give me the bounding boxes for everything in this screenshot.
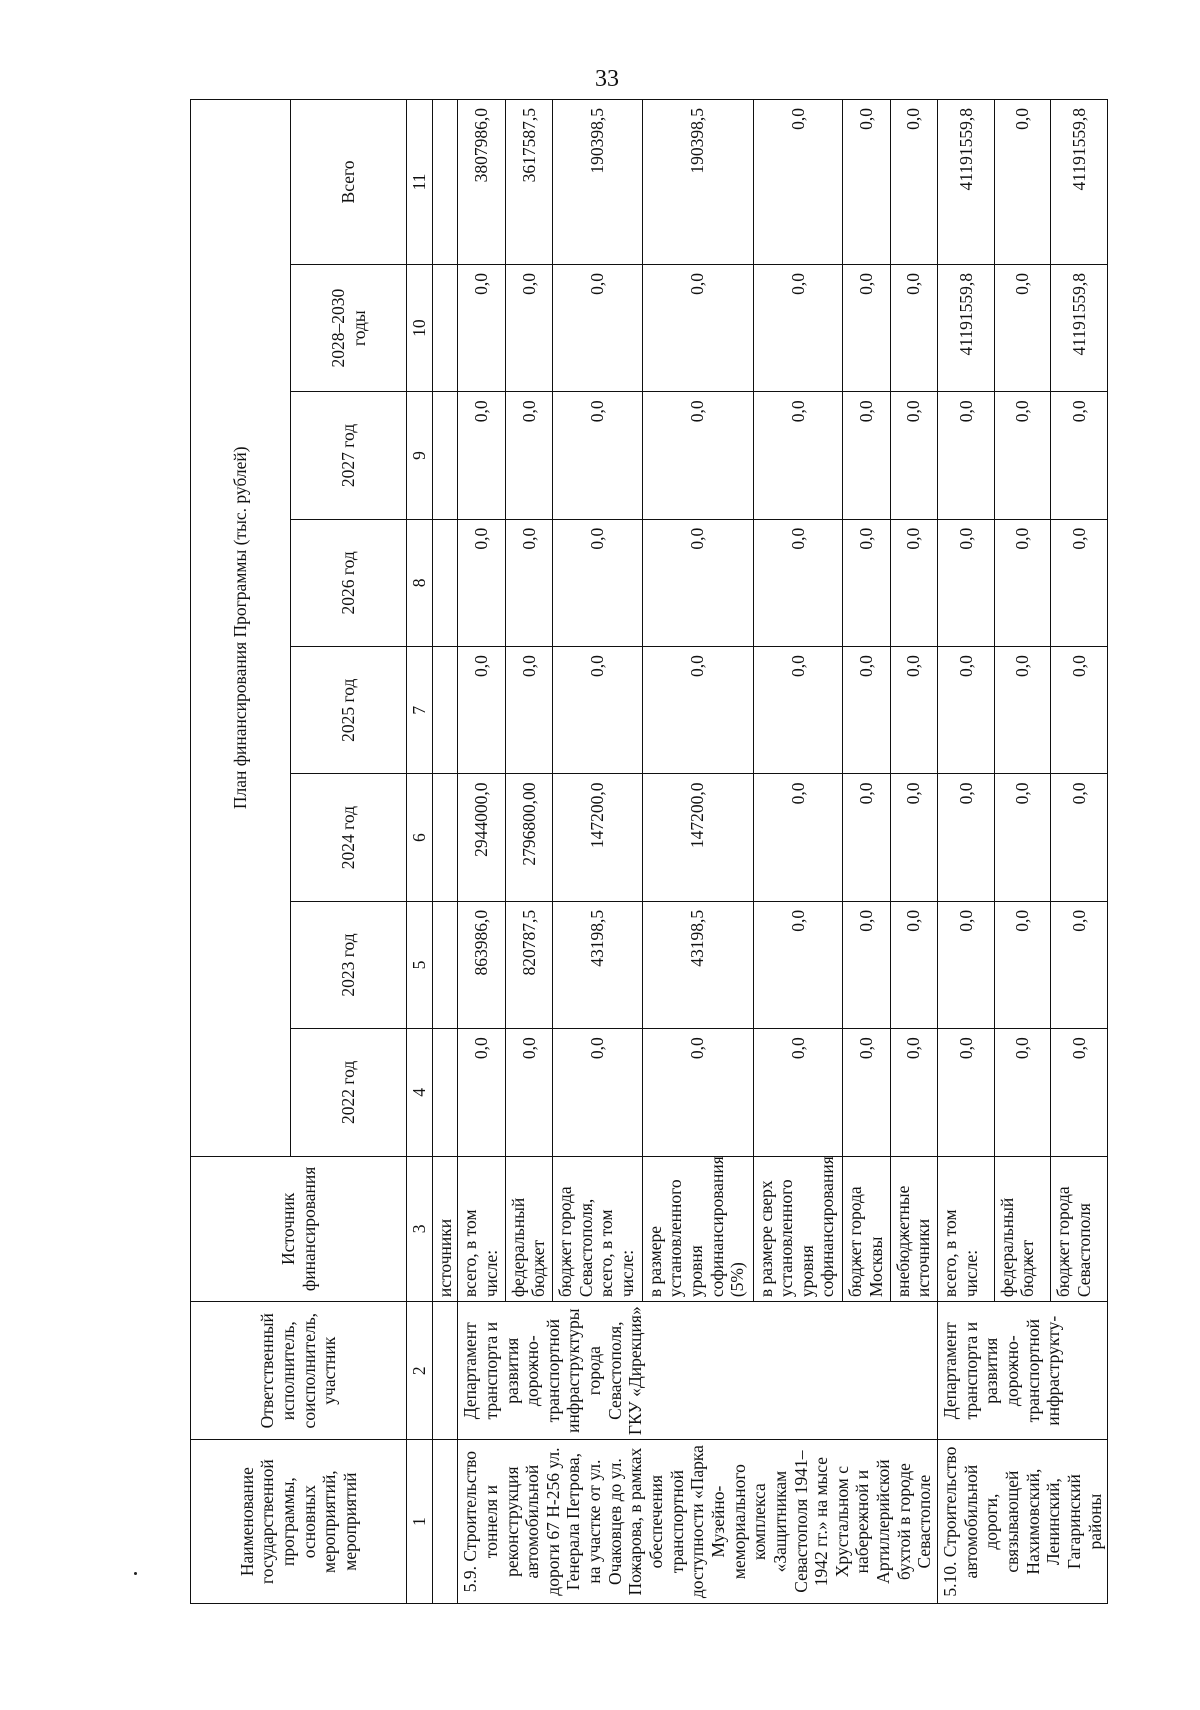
activity-name: 5.9. Строительство тоннеля и реконструкция автомобильной дороги 67 Н-256 ул. Генерала Петрова, на участке от ул. Очаковцев до ул. Пожарова, в рамках обеспечения транспортной доступности «Парка Музейно-мемориального комплекса «Защитникам Севастополя 1941–1942 гг.» на мысе Хрустальном с набережной и Артиллерийской бухтой в городе Севастополе [458, 1440, 938, 1604]
sources-label: источники [432, 1156, 458, 1302]
year-value: 820787,5 [505, 901, 552, 1028]
year-value: 0,0 [994, 264, 1051, 391]
header-year: 2023 год [291, 901, 407, 1028]
year-value: 0,0 [505, 1029, 552, 1156]
table-body [458, 100, 1108, 1604]
funding-source: бюджет города Москвы [843, 1156, 890, 1302]
year-value: 0,0 [938, 392, 995, 519]
year-value: 0,0 [1051, 1029, 1108, 1156]
scan-speck [134, 1572, 137, 1575]
year-value: 0,0 [994, 519, 1051, 646]
year-value: 0,0 [1051, 774, 1108, 901]
year-value: 0,0 [642, 519, 753, 646]
header-plan: План финансирования Программы (тыс. рублей) [191, 100, 291, 1157]
year-value: 0,0 [553, 392, 643, 519]
column-number: 8 [407, 519, 433, 646]
year-value: 0,0 [458, 647, 505, 774]
year-value: 0,0 [938, 901, 995, 1028]
column-number: 4 [407, 1029, 433, 1156]
total-value: 190398,5 [642, 100, 753, 265]
year-value: 0,0 [642, 392, 753, 519]
year-value: 0,0 [753, 647, 843, 774]
year-value: 0,0 [553, 519, 643, 646]
financing-table [190, 99, 1108, 1604]
year-value: 0,0 [1051, 519, 1108, 646]
total-value: 0,0 [753, 100, 843, 265]
year-value: 0,0 [753, 392, 843, 519]
header-year: 2028–2030 годы [291, 264, 407, 391]
year-value: 0,0 [458, 264, 505, 391]
column-number-row [407, 100, 433, 1604]
year-value: 863986,0 [458, 901, 505, 1028]
year-value: 0,0 [890, 264, 937, 391]
year-value: 41191559,8 [938, 264, 995, 391]
funding-source: бюджет города Севастополя [1051, 1156, 1108, 1302]
year-value: 0,0 [843, 647, 890, 774]
year-value: 0,0 [642, 647, 753, 774]
year-value: 0,0 [505, 392, 552, 519]
year-value: 41191559,8 [1051, 264, 1108, 391]
year-value: 0,0 [994, 392, 1051, 519]
year-value: 43198,5 [642, 901, 753, 1028]
total-value: 3617587,5 [505, 100, 552, 265]
year-value: 0,0 [843, 901, 890, 1028]
year-value: 0,0 [843, 519, 890, 646]
column-number: 5 [407, 901, 433, 1028]
total-value: 0,0 [843, 100, 890, 265]
column-number: 3 [407, 1156, 433, 1302]
year-value: 0,0 [994, 774, 1051, 901]
year-value: 0,0 [938, 1029, 995, 1156]
header-year: 2027 год [291, 392, 407, 519]
total-value: 41191559,8 [938, 100, 995, 265]
header-year: 2024 год [291, 774, 407, 901]
year-value: 0,0 [505, 264, 552, 391]
funding-source: всего, в том числе: [458, 1156, 505, 1302]
table-row [458, 100, 505, 1604]
funding-source: в размере сверх установленного уровня софинансирования [753, 1156, 843, 1302]
year-value: 43198,5 [553, 901, 643, 1028]
activity-name: 5.10. Строительство автомобильной дороги, связывающей Нахимовский, Ленинский, Гагаринский районы [938, 1440, 1108, 1604]
year-value: 0,0 [753, 264, 843, 391]
year-value: 0,0 [553, 1029, 643, 1156]
funding-source: внебюджетные источники [890, 1156, 937, 1302]
year-value: 0,0 [994, 647, 1051, 774]
year-value: 0,0 [890, 647, 937, 774]
year-value: 0,0 [890, 1029, 937, 1156]
funding-source: бюджет города Севастополя, всего, в том числе: [553, 1156, 643, 1302]
year-value: 0,0 [753, 1029, 843, 1156]
page-number: 33 [595, 66, 619, 92]
total-value: 41191559,8 [1051, 100, 1108, 265]
year-value: 0,0 [553, 264, 643, 391]
year-value: 0,0 [843, 392, 890, 519]
column-number: 7 [407, 647, 433, 774]
column-number: 11 [407, 100, 433, 265]
column-number: 9 [407, 392, 433, 519]
year-value: 2796800,00 [505, 774, 552, 901]
header-year: 2025 год [291, 647, 407, 774]
funding-source: всего, в том числе: [938, 1156, 995, 1302]
responsible-executor: Департамент транспорта и развития дорожно-транспортной инфраструктуры города Севастополя, ГКУ «Дирекция» [458, 1302, 938, 1440]
header-year: 2022 год [291, 1029, 407, 1156]
year-value: 0,0 [994, 901, 1051, 1028]
year-value: 0,0 [1051, 901, 1108, 1028]
year-value: 2944000,0 [458, 774, 505, 901]
year-value: 0,0 [843, 774, 890, 901]
year-value: 0,0 [938, 774, 995, 901]
year-value: 0,0 [458, 519, 505, 646]
total-value: 0,0 [994, 100, 1051, 265]
total-value: 0,0 [890, 100, 937, 265]
year-value: 0,0 [505, 519, 552, 646]
year-value: 0,0 [753, 774, 843, 901]
rotated-table-container [190, 99, 1103, 1604]
year-value: 0,0 [938, 647, 995, 774]
year-value: 0,0 [890, 519, 937, 646]
year-value: 0,0 [938, 519, 995, 646]
year-value: 0,0 [843, 1029, 890, 1156]
year-value: 0,0 [753, 901, 843, 1028]
header-name: Наименование государственной программы, основных мероприятий, мероприятий [191, 1440, 407, 1604]
sources-row [432, 100, 458, 1604]
year-value: 0,0 [458, 1029, 505, 1156]
year-value: 147200,0 [642, 774, 753, 901]
responsible-executor: Департамент транспорта и развития дорожно-транспортной инфраструкту- [938, 1302, 1108, 1440]
year-value: 147200,0 [553, 774, 643, 901]
total-value: 190398,5 [553, 100, 643, 265]
funding-source: в размере установленного уровня софинансирования (5%) [642, 1156, 753, 1302]
funding-source: федеральный бюджет [994, 1156, 1051, 1302]
year-value: 0,0 [458, 392, 505, 519]
header-responsible: Ответственный исполнитель, соисполнитель, участник [191, 1302, 407, 1440]
header-year: 2026 год [291, 519, 407, 646]
column-number: 10 [407, 264, 433, 391]
year-value: 0,0 [753, 519, 843, 646]
funding-source: федеральный бюджет [505, 1156, 552, 1302]
header-source: Источник финансирования [191, 1156, 407, 1302]
year-value: 0,0 [1051, 647, 1108, 774]
total-value: 3807986,0 [458, 100, 505, 265]
year-value: 0,0 [994, 1029, 1051, 1156]
year-value: 0,0 [1051, 392, 1108, 519]
column-number: 1 [407, 1440, 433, 1604]
year-value: 0,0 [642, 1029, 753, 1156]
year-value: 0,0 [890, 774, 937, 901]
year-value: 0,0 [890, 392, 937, 519]
year-value: 0,0 [553, 647, 643, 774]
year-value: 0,0 [843, 264, 890, 391]
year-value: 0,0 [505, 647, 552, 774]
year-value: 0,0 [642, 264, 753, 391]
header-total: Всего [291, 100, 407, 265]
column-number: 6 [407, 774, 433, 901]
table-row [938, 100, 995, 1604]
year-value: 0,0 [890, 901, 937, 1028]
column-number: 2 [407, 1302, 433, 1440]
